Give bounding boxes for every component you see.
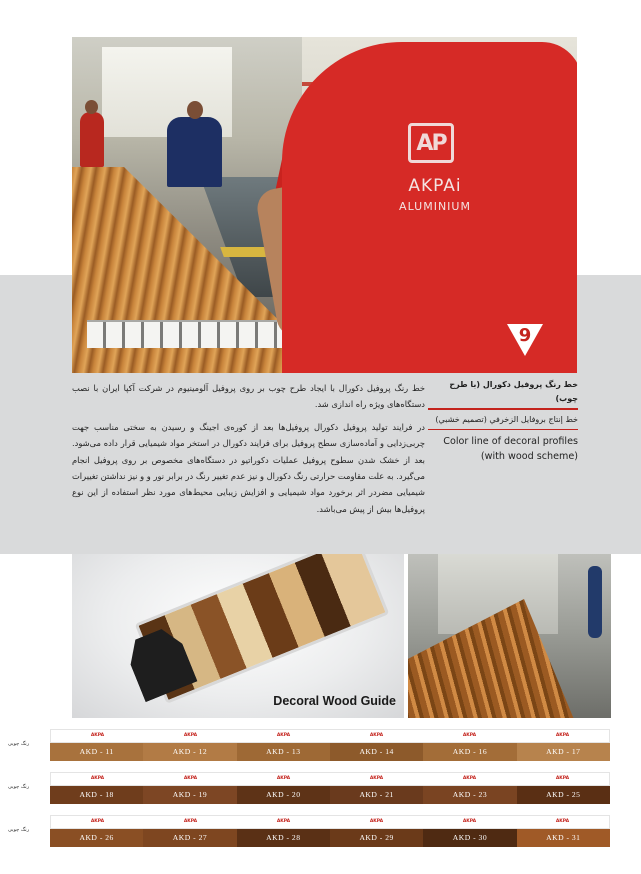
swatch-akd-23: AKD - 23 xyxy=(423,786,516,804)
factory-worker xyxy=(588,566,602,638)
swatch-akd-19: AKD - 19 xyxy=(143,786,236,804)
swatch-row-label: رنگ چوبی xyxy=(8,827,30,833)
swatch-akd-27: AKD - 27 xyxy=(143,829,236,847)
swatch-akd-12: AKD - 12 xyxy=(143,743,236,761)
swatch-row-3 xyxy=(8,815,612,847)
swatch-akd-29: AKD - 29 xyxy=(330,829,423,847)
swatch-akd-26: AKD - 26 xyxy=(50,829,143,847)
caption-subtitle-ar: خط إنتاج بروفايل الزخرفي (تصميم خشبي) xyxy=(435,414,578,424)
swatch-akd-14: AKD - 14 xyxy=(330,743,423,761)
swatch-row-label: رنگ چوبی xyxy=(8,741,30,747)
photo-worker-blue xyxy=(167,117,222,187)
swatch-akd-16: AKD - 16 xyxy=(423,743,516,761)
factory-worker-photo xyxy=(72,37,577,373)
section-caption xyxy=(428,378,578,464)
caption-divider-2 xyxy=(428,429,578,431)
swatch-brand-strip: AKPA AKPA AKPA AKPA AKPA AKPA xyxy=(50,815,610,829)
swatch-akd-17: AKD - 17 xyxy=(517,743,610,761)
swatch-akd-11: AKD - 11 xyxy=(50,743,143,761)
photo-worker-red xyxy=(80,112,104,167)
body-paragraph-1: خط رنگ پروفیل دکورال با ایجاد طرح چوب بر روی پروفیل آلومینیوم در شرکت آکپا ایران با نصب دستگاه‌های ویژه راه اندازی شد. xyxy=(72,383,425,410)
swatch-row-label: رنگ چوبی xyxy=(8,784,30,790)
guide-label: Decoral Wood Guide xyxy=(273,694,396,708)
caption-divider xyxy=(428,408,578,410)
swatch-akd-20: AKD - 20 xyxy=(237,786,330,804)
decoral-guide-image xyxy=(72,554,404,718)
swatch-akd-28: AKD - 28 xyxy=(237,829,330,847)
akpa-logo-mark: AP xyxy=(408,123,454,163)
swatch-brand-strip: AKPA AKPA AKPA AKPA AKPA AKPA xyxy=(50,729,610,743)
caption-title-en: Color line of decoral profiles (with wood scheme) xyxy=(443,436,578,462)
swatch-akd-25: AKD - 25 xyxy=(517,786,610,804)
swatch-akd-21: AKD - 21 xyxy=(330,786,423,804)
swatch-brand-strip: AKPA AKPA AKPA AKPA AKPA AKPA xyxy=(50,772,610,786)
swatch-akd-30: AKD - 30 xyxy=(423,829,516,847)
swatch-akd-18: AKD - 18 xyxy=(50,786,143,804)
body-text xyxy=(72,380,425,517)
body-paragraph-2: در فرایند تولید پروفیل دکورال پروفیل‌ها بعد از کوره‌ی اجینگ و رسیدن به سختی مناسب جهت چربی‌زدایی و آماده‌سازی سطح پروفیل برای فرایند دکورال در استخر مواد شیمیایی قرار داده می‌شود. بعد از خشک شدن سطوح پروفیل عملیات دکوراتیو در دستگاه‌های مخصوص بر روی پروفیل انجام می‌گیرد. به علت مقاومت حرارتی رنگ دکورال و نیز عدم تغییر رنگ در برابر نور و و نیز نداشتن تغییرات شیمیایی مضردر اثر برخورد مواد شیمیایی و افزایش زیبایی محیط‌های مورد نظر استفاده از این نوع پروفیل‌ها بیش از پیش می‌باشد. xyxy=(72,421,425,514)
page-number-badge xyxy=(505,322,545,358)
swatch-akd-13: AKD - 13 xyxy=(237,743,330,761)
swatch-row-1 xyxy=(8,729,612,761)
color-swatch-chart xyxy=(8,729,612,847)
swatch-row-2 xyxy=(8,772,612,804)
swatch-akd-31: AKD - 31 xyxy=(517,829,610,847)
akpa-logo-text: AKPAi xyxy=(408,176,462,196)
factory-line-photo xyxy=(408,554,611,718)
akpa-logo-subtext: ALUMINIUM xyxy=(399,200,471,213)
caption-title-fa: خط رنگ پروفیل دکورال (با طرح چوب) xyxy=(449,380,578,403)
page-number: 9 xyxy=(518,325,532,346)
